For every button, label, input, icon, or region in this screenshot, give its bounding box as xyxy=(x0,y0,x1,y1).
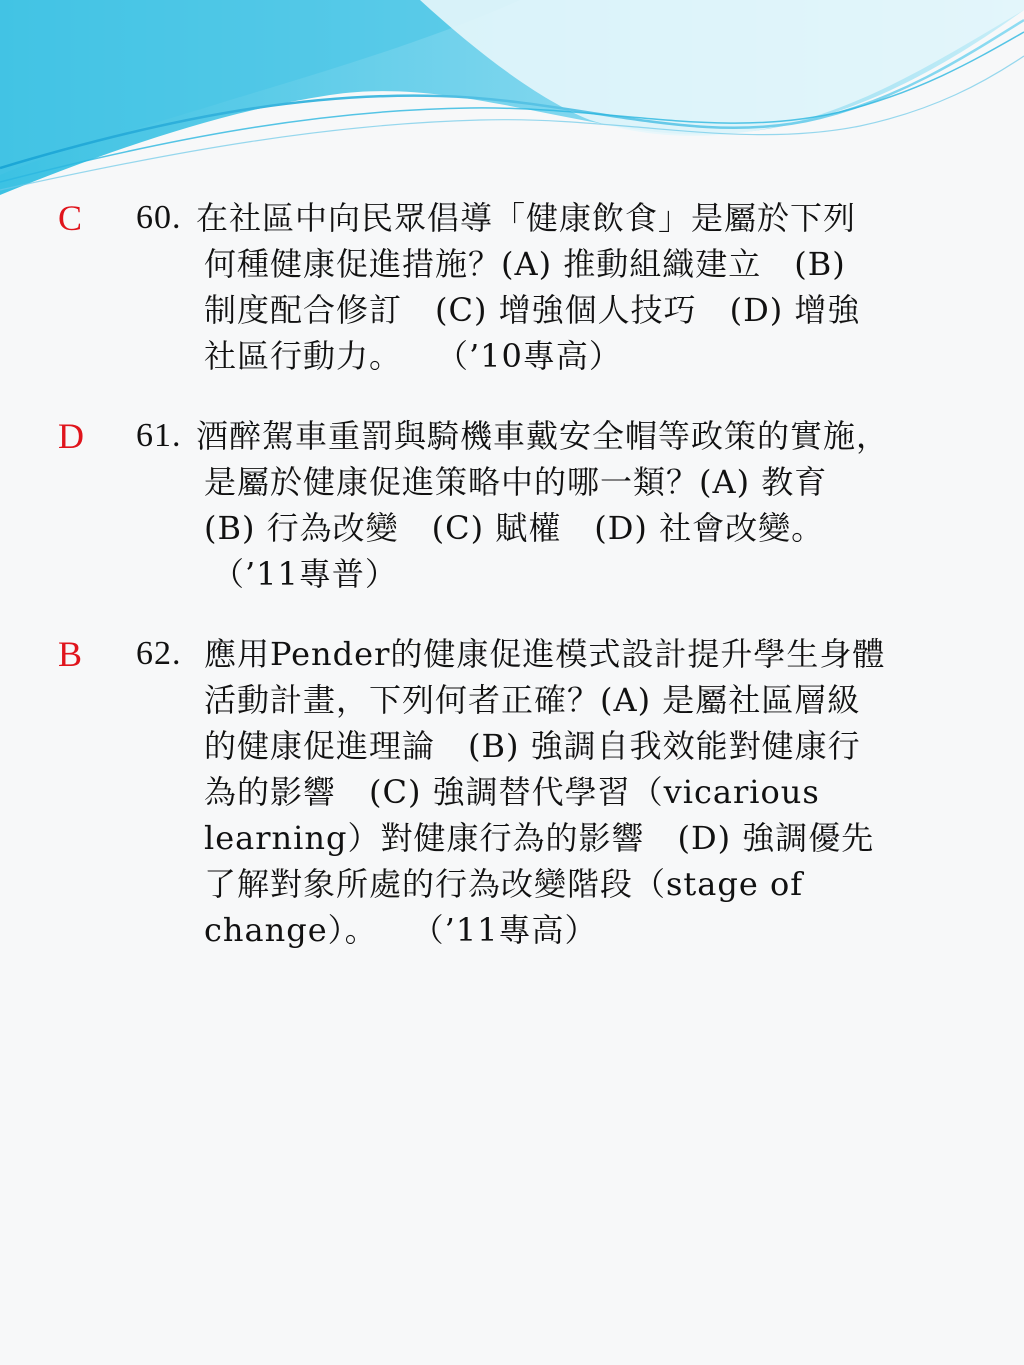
question-text-line: (B) 行為改變 (C) 賦權 (D) 社會改變。 xyxy=(204,509,825,547)
question-text-line: 何種健康促進措施？(A) 推動組織建立 (B) xyxy=(204,245,846,283)
question-62 xyxy=(0,632,1024,962)
question-text-line: 的健康促進理論 (B) 強調自我效能對健康行 xyxy=(204,727,861,765)
question-number: 62. xyxy=(136,635,182,672)
question-text-line: 了解對象所處的行為改變階段（stage of xyxy=(204,865,804,903)
question-text-line: 是屬於健康促進策略中的哪一類？(A) 教育 xyxy=(204,463,828,501)
question-text-line: 在社區中向民眾倡導「健康飲食」是屬於下列 xyxy=(196,199,857,237)
question-number: 60. xyxy=(136,199,182,236)
question-text-line: 酒醉駕車重罰與騎機車戴安全帽等政策的實施， xyxy=(196,417,890,455)
question-number: 61. xyxy=(136,417,182,454)
question-text-line: 為的影響 (C) 強調替代學習（vicarious xyxy=(204,773,820,811)
answer-key: C xyxy=(58,198,83,238)
question-text-line: 應用Pender的健康促進模式設計提升學生身體 xyxy=(204,635,886,673)
question-text-line: 制度配合修訂 (C) 增強個人技巧 (D) 增強 xyxy=(204,291,861,329)
answer-key: D xyxy=(58,416,84,456)
question-text-line: change）。 （’11專高） xyxy=(204,911,598,949)
header-wave-decoration xyxy=(0,0,1024,200)
question-text-line: （’11專普） xyxy=(212,555,398,593)
question-60 xyxy=(0,196,1024,386)
question-61 xyxy=(0,414,1024,604)
answer-key: B xyxy=(58,634,83,674)
question-text-line: 社區行動力。 （’10專高） xyxy=(204,337,622,375)
question-text-line: 活動計畫，下列何者正確？(A) 是屬社區層級 xyxy=(204,681,861,719)
question-text-line: learning）對健康行為的影響 (D) 強調優先 xyxy=(204,819,875,857)
